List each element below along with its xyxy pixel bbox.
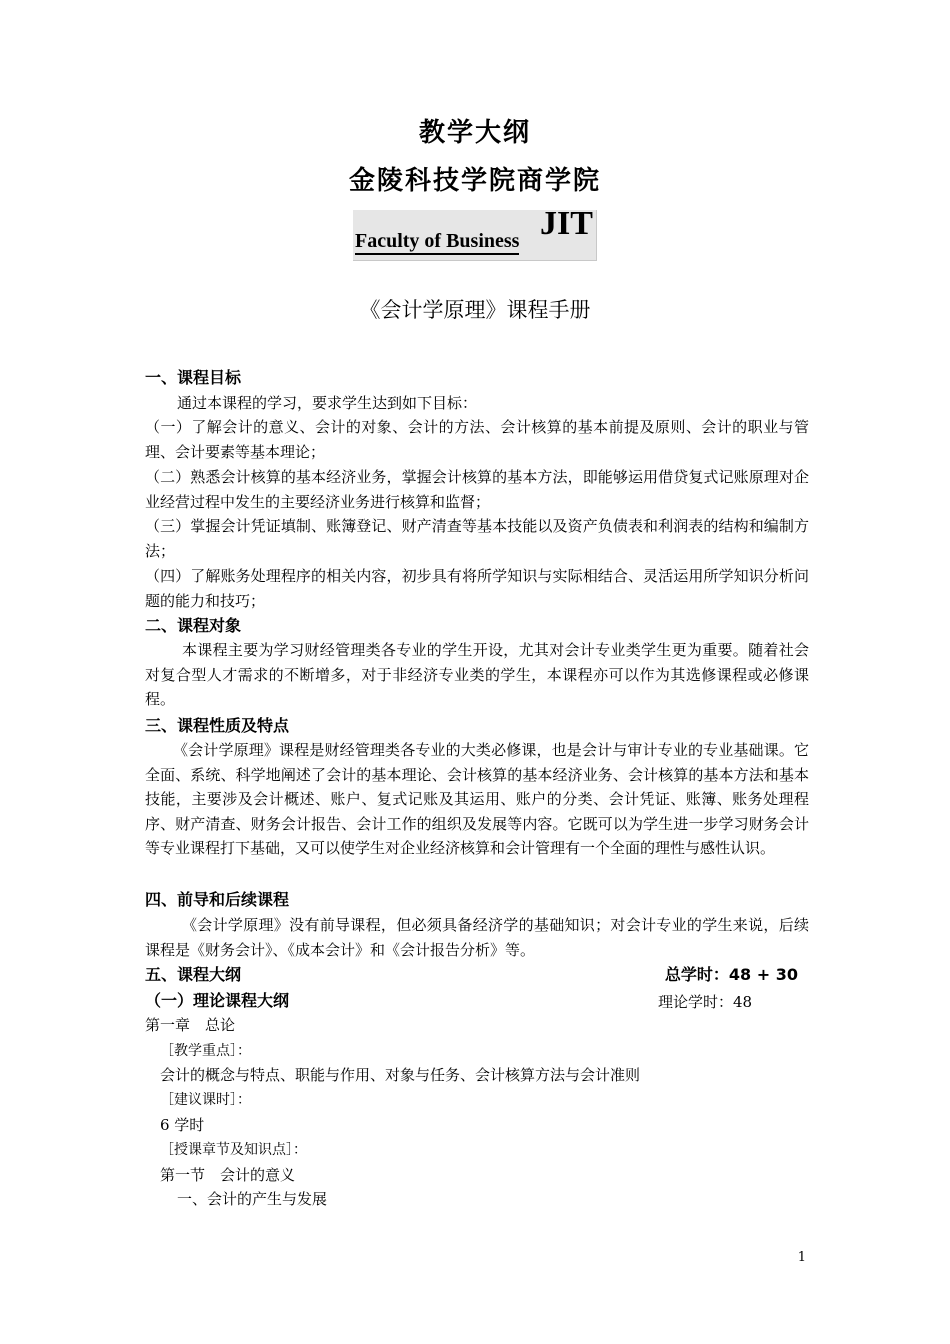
page-number: 1 [797,1250,806,1265]
section-title: 第一节 会计的意义 [160,1166,296,1184]
prerequisites-paragraph: 《会计学原理》没有前导课程，但必须具备经济学的基础知识；对会计专业的学生来说，后续课程是《财务会计》、《成本会计》和《会计报告分析》等。 [145,916,809,959]
points-label: ［授课章节及知识点］： [160,1142,307,1158]
total-hours: 总学时：48 + 30 [664,965,798,984]
nature-paragraph: 《会计学原理》课程是财经管理类各专业的大类必修课，也是会计与审计专业的专业基础课。它全面、系统、科学地阐述了会计的基本理论、会计核算的基本经济业务、会计核算的基本方法和基本技能，主要涉及会计概述、账户、复式记账及其运用、账户的分类、会计凭证、账簿、账务处理程序、财产清查、财务会计报告、会计工作的组织及发展等内容。它既可以为学生进一步学习财务会计等专业课程打下基础，又可以使学生对企业经济核算和会计管理有一个全面的理性与感性认识。 [145,741,809,857]
chapter-title: 第一章 总论 [145,1016,236,1034]
goal-item-4: （四）了解账务处理程序的相关内容，初步具有将所学知识与实际相结合、灵活运用所学知识分析问题的能力和技巧； [145,567,809,610]
goal-item-3: （三）掌握会计凭证填制、账簿登记、财产清查等基本技能以及资产负债表和利润表的结构和编制方法； [145,517,809,560]
focus-label: ［教学重点］： [160,1043,251,1059]
section-heading-audience: 二、课程对象 [145,616,242,635]
audience-paragraph: 本课程主要为学习财经管理类各专业的学生开设，尤其对会计专业类学生更为重要。随着社会对复合型人才需求的不断增多，对于非经济专业类的学生，本课程亦可以作为其选修课程或必修课程。 [145,641,809,708]
hours-value: 6 学时 [160,1116,205,1134]
goal-item-2: （二）熟悉会计核算的基本经济业务，掌握会计核算的基本方法，即能够运用借贷复式记账原理对企业经营过程中发生的主要经济业务进行核算和监督； [145,468,809,511]
section-heading-outline: 五、课程大纲 [145,965,242,984]
logo-faculty-text: Faculty of Business [355,229,519,255]
manual-title: 《会计学原理》课程手册 [359,298,591,322]
document-title: 教学大纲 [418,118,531,148]
section-heading-prerequisites: 四、前导和后续课程 [145,890,290,909]
knowledge-point: 一、会计的产生与发展 [177,1190,328,1208]
goals-intro: 通过本课程的学习，要求学生达到如下目标： [177,394,478,412]
section-heading-goals: 一、课程目标 [145,368,242,387]
theory-outline-heading: （一）理论课程大纲 [145,991,290,1010]
goal-item-1: （一）了解会计的意义、会计的对象、会计的方法、会计核算的基本前提及原则、会计的职业与管理、会计要素等基本理论； [145,418,809,461]
section-heading-nature: 三、课程性质及特点 [145,716,290,735]
focus-text: 会计的概念与特点、职能与作用、对象与任务、会计核算方法与会计准则 [160,1066,641,1084]
theory-hours: 理论学时：48 [658,993,753,1011]
institution-name: 金陵科技学院商学院 [348,166,601,196]
hours-label: ［建议课时］： [160,1092,251,1108]
logo-jit-text: JIT [540,205,593,242]
